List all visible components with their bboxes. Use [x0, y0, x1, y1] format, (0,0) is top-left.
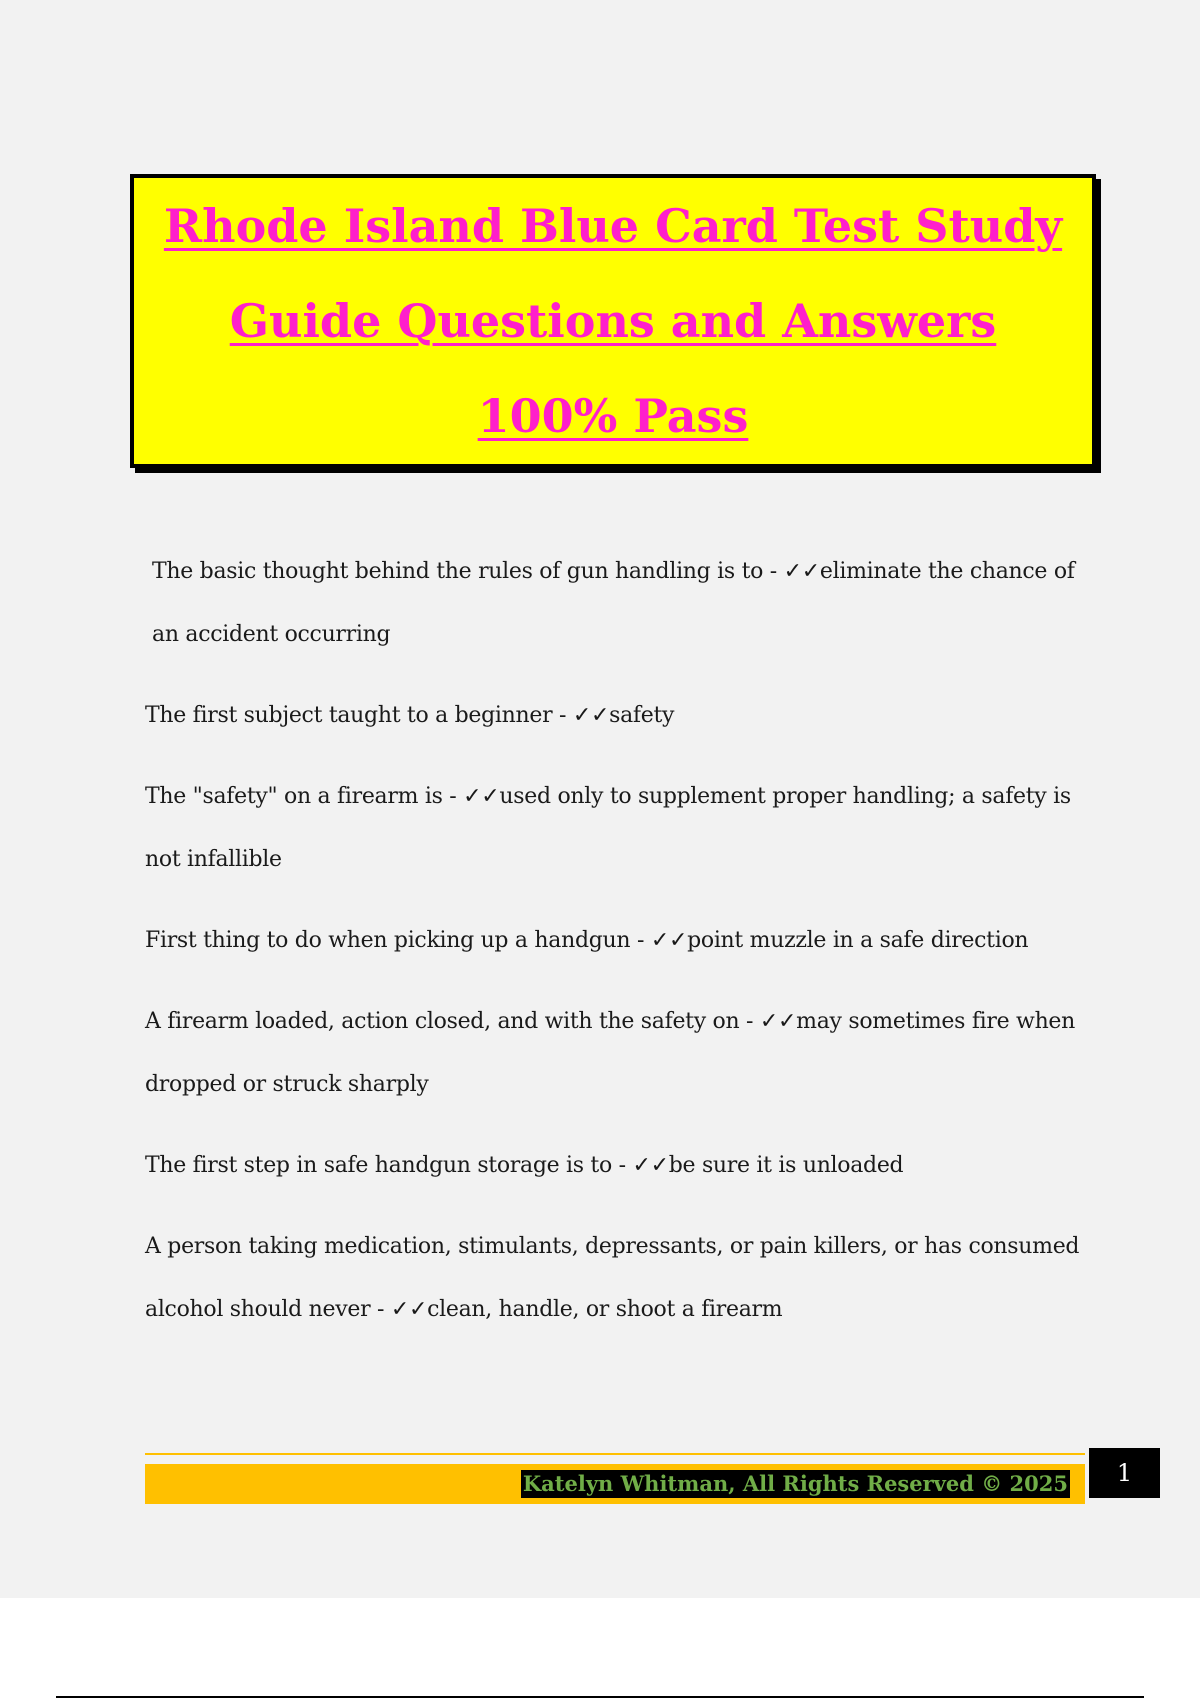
qa-separator: - — [739, 1009, 760, 1034]
qa-answer: be sure it is unloaded — [668, 1153, 904, 1178]
qa-answer: clean, handle, or shoot a firearm — [427, 1297, 783, 1322]
title-box — [130, 174, 1096, 468]
check-marks-icon: ✓✓ — [650, 928, 688, 953]
qa-item — [145, 765, 1095, 891]
qa-item — [145, 540, 1095, 666]
qa-answer: eliminate the chance of an accident occurring — [152, 559, 1075, 647]
check-marks-icon: ✓✓ — [390, 1297, 428, 1322]
qa-item — [145, 1134, 1095, 1197]
check-marks-icon: ✓✓ — [572, 703, 610, 728]
qa-question: A firearm loaded, action closed, and with the safety on — [145, 1009, 740, 1034]
copyright-text: Katelyn Whitman, All Rights Reserved © 2025 — [522, 1471, 1068, 1496]
qa-separator: - — [370, 1297, 391, 1322]
qa-question: The "safety" on a firearm is — [145, 784, 443, 809]
page-bottom-rule — [56, 1696, 1144, 1698]
qa-list — [145, 540, 1095, 1359]
footer-bar — [145, 1464, 1085, 1504]
qa-separator: - — [552, 703, 573, 728]
qa-answer: used only to supplement proper handling; a safety is not infallible — [145, 784, 1071, 872]
qa-question: The first step in safe handgun storage is to — [145, 1153, 612, 1178]
qa-item — [145, 909, 1095, 972]
check-marks-icon: ✓✓ — [463, 784, 500, 809]
qa-answer: may sometimes fire when dropped or struck sharply — [145, 1009, 1076, 1097]
check-marks-icon: ✓✓ — [759, 1009, 797, 1034]
footer-divider — [145, 1453, 1085, 1455]
qa-separator: - — [763, 559, 784, 584]
qa-question: First thing to do when picking up a handgun — [145, 928, 631, 953]
qa-answer: safety — [609, 703, 675, 728]
page-number: 1 — [1089, 1448, 1160, 1498]
qa-separator: - — [442, 784, 464, 809]
qa-item — [145, 990, 1095, 1116]
qa-item — [145, 684, 1095, 747]
qa-question: The basic thought behind the rules of gun handling is to — [152, 559, 764, 584]
qa-item — [145, 1215, 1095, 1341]
qa-separator: - — [611, 1153, 633, 1178]
qa-answer: point muzzle in a safe direction — [687, 928, 1029, 953]
qa-separator: - — [630, 928, 651, 953]
document-title: Rhode Island Blue Card Test Study Guide Questions and Answers 100% Pass — [163, 198, 1063, 443]
check-marks-icon: ✓✓ — [632, 1153, 669, 1178]
qa-question: The first subject taught to a beginner — [145, 703, 553, 728]
check-marks-icon: ✓✓ — [783, 559, 820, 584]
qa-question: A person taking medication, stimulants, depressants, or pain killers, or has consumed alcohol should never — [145, 1234, 1080, 1322]
